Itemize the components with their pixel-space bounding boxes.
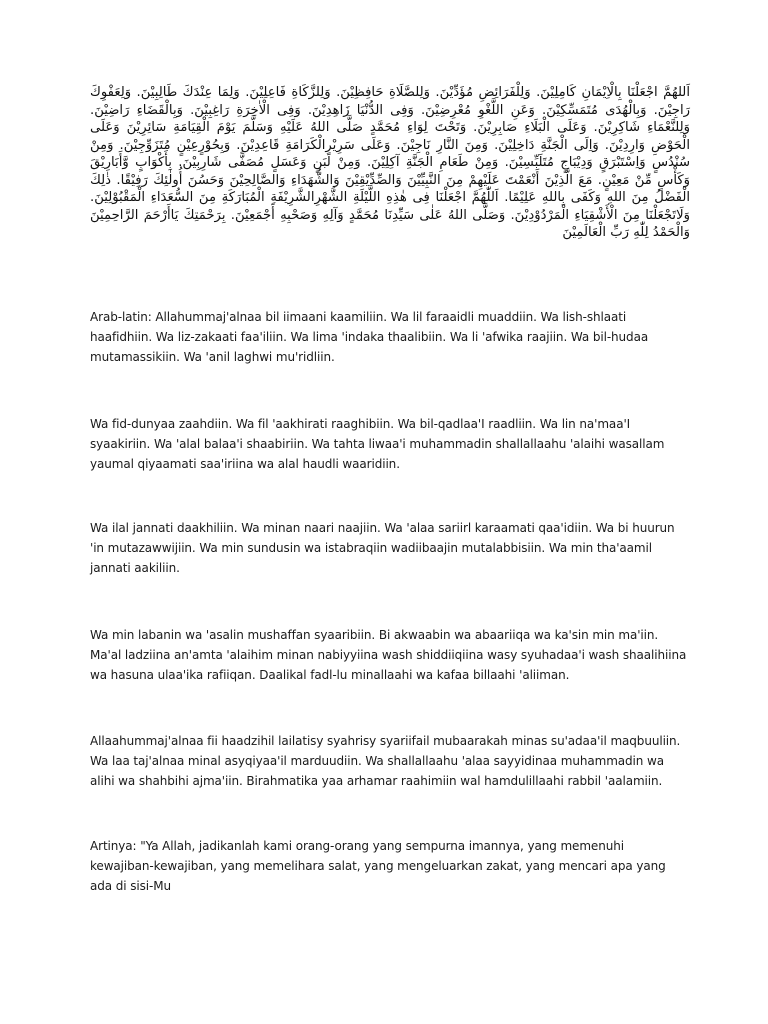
arabic-prayer-text [90, 84, 690, 242]
latin-transliteration-paragraph-5: Allaahummaj'alnaa fii haadzihil lailatisy syahrisy syariifail mubaarakah minas su'adaa'il maqbuuliin. Wa laa taj'alnaa minal asyqiyaa'il marduudiin. Wa shallallaahu 'alaa sayyidinaa muhammadin wa alihi wa shahbihi ajma'iin. Birahmatika yaa arhamar raahimiin wal hamdulillaahi rabbil 'aalamiin. [90, 734, 681, 788]
latin-transliteration-paragraph-1: Arab-latin: Allahummaj'alnaa bil iimaani kaamiliin. Wa lil faraaidli muaddiin. Wa lish-shlaati haafidhiin. Wa liz-zakaati faa'iliin. Wa lima 'indaka thaalibiin. Wa li 'afwika raajiin. Wa bil-hudaa mutamassikiin. Wa 'anil laghwi mu'ridliin. [90, 310, 649, 364]
latin-transliteration-paragraph-4: Wa min labanin wa 'asalin mushaffan syaaribiin. Bi akwaabin wa abaariiqa wa ka'sin min ma'iin. Ma'al ladziina an'amta 'alaihim minan nabiyyiina wash shiddiiqiina wasy syuhadaa'i wash shaalihiina wa hasuna ulaa'ika rafiiqan. Daalikal fadl-lu minallaahi wa kafaa billaahi 'aliiman. [90, 628, 687, 682]
latin-transliteration-paragraph-3: Wa ilal jannati daakhiliin. Wa minan naari naajiin. Wa 'alaa sariirl karaamati qaa'idiin. Wa bi huurun 'in mutazawwijiin. Wa min sundusin wa istabraqiin wadiibaajin mutalabbisiin. Wa min tha'aamil jannati aakiliin. [90, 521, 675, 575]
latin-transliteration-paragraph-2: Wa fid-dunyaa zaahdiin. Wa fil 'aakhirati raaghibiin. Wa bil-qadlaa'I raadliin. Wa lin na'maa'I syaakiriin. Wa 'alal balaa'i shaabiriin. Wa tahta liwaa'i muhammadin shallallaahu 'alaihi wasallam yaumal qiyaamati saa'iriina wa alal haudli waaridiin. [90, 417, 665, 471]
translation-paragraph: Artinya: "Ya Allah, jadikanlah kami orang-orang yang sempurna imannya, yang memenuhi kewajiban-kewajiban, yang memelihara salat, yang mengeluarkan zakat, yang mencari apa yang ada di sisi-Mu [90, 839, 666, 893]
arabic-paragraph: اَللهُمَّ اجْعَلْنَا بِالْاِيْمَانِ كَامِلِيْنَ. وَلِلْفَرَائِضِ مُؤَدِّيْنَ. وَلِلصَّلَاةِ حَافِظِيْنَ. وَلِلزَّكَاةِ فَاعِلِيْنَ. وَلِمَا عِنْدَكَ طَالِبِيْنَ. وَلِعَفْوِكَ رَاجِيْنَ. وَبِالْهُدَى مُتَمَسِّكِيْنَ. وَعَنِ اللَّغْوِ مُعْرِضِيْنَ. وَفِى الدُّنْيَا زَاهِدِيْنَ. وَفِى الْاٰخِرَةِ رَاغِبِيْنَ. وَبِالْقَضَاءِ رَاضِيْنَ. وَلِلنَّعْمَاءِ شَاكِرِيْنَ. وَعَلَى الْبَلَاءِ صَابِرِيْنَ. وَتَحْتَ لِوَاءِ مُحَمَّدٍ صَلَّى اللهُ عَلَيْهِ وَسَلَّمَ يَوْمَ الْقِيَامَةِ سَائِرِيْنَ وَعَلَى الْحَوْضِ وَارِدِيْنَ. وَاِلَى الْجَنَّةِ دَاخِلِيْنَ. وَمِنَ النَّارِ نَاجِيْنَ. وَعَلَى سَرِيْرِالْكَرَامَةِ قَاعِدِيْنَ. وَبِحُوْرٍعِيْنٍ مُتَزَوِّجِيْنَ. وَمِنْ سُنْدُسٍ وَاِسْتَبْرَقٍ وَدِيْبَاجٍ مُتَلَبِّسِيْنَ. وَمِنْ طَعَامِ الْجَنَّةِ آكِلِيْنَ. وَمِنْ لَبَنٍ وَعَسَلٍ مُصَفًّى شَارِبِيْنَ. بِأَكْوَابٍ وَّأَبَارِيْقَ وَكَأْسٍ مِّنْ مَعِيْنٍ. مَعَ الَّذِيْنَ أَنْعَمْتَ عَلَيْهِمْ مِنَ النَّبِيِّيْنَ وَالصِّدِّيْقِيْنَ وَالشُّهَدَاءِ وَالصَّالِحِيْنَ وَحَسُنَ أُولٰئِكَ رَفِيْقًا. ذٰلِكَ الْفَضْلُ مِنَ اللهِ وَكَفَى بِاللهِ عَلِيْمًا. اَللّٰهُمَّ اجْعَلْنَا فِى هٰذِهِ اللَّيْلَةِ الشَّهْرِالشَّرِيْفَةِ الْمُبَارَكَةِ مِنَ السُّعَدَاءِ الْمَقْبُوْلِيْنَ. وَلَاتَجْعَلْنَا مِنَ الْأَشْقِيَاءِ الْمَرْدُوْدِيْنَ. وَصَلَّى اللهُ عَلٰى سَيِّدِنَا مُحَمَّدٍ وَآلِهِ وَصَحْبِهِ أَجْمَعِيْنَ. بِرَحْمَتِكَ يَاأَرْحَمَ الرَّاحِمِيْنَ وَالْحَمْدُ لِلّٰهِ رَبِّ الْعَالَمِيْنَ [90, 85, 690, 240]
